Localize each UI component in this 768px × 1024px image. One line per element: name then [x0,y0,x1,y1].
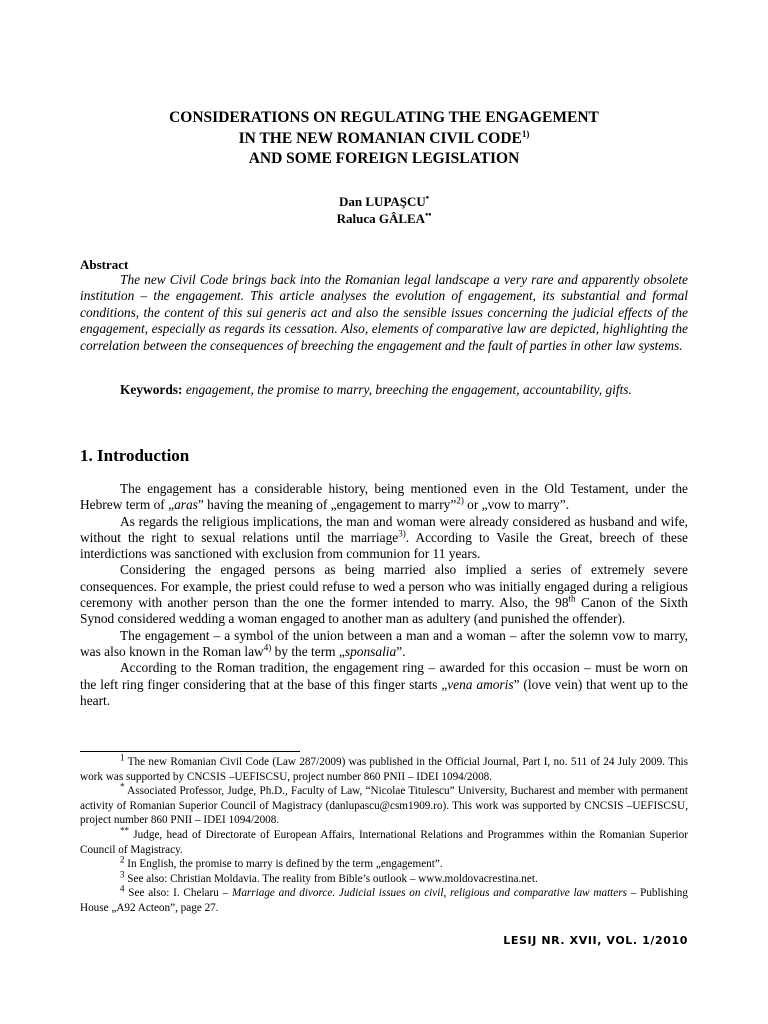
keywords-label: Keywords: [120,382,183,397]
abstract-text: The new Civil Code brings back into the Romanian legal landscape a very rare and apparently obsolete institution – the engagement. This article analyses the evolution of engagement, its substantial and formal conditions, the content of this sui generis act and also the sensible issues concerning the judicial effects of the engagement, especially as regards its cessation. Also, elements of comparative law are depicted, highlighting the correlation between the consequences of breeching the engagement and the fault of parties in other law systems. [80,272,688,353]
footnote [80,869,688,887]
footnote-book-title: Marriage and divorce. Judicial issues on civil, religious and comparative law matters [232,887,627,900]
title-footnote-ref: 1) [521,128,530,139]
author-1 [80,193,688,210]
footnotes [80,752,688,916]
footnote-mark: ** [120,825,129,836]
p1-text-d: or „vow to marry”. [463,497,570,513]
footnote-text: See also: I. Chelaru – [124,887,232,900]
footnote-divider [80,751,300,752]
authors [80,193,688,227]
p3-text-b: Canon of the Sixth Synod considered wedding a woman engaged to another man as adultery (and punished the offender). [80,595,688,627]
p4-text-b: by the term „ [271,643,345,659]
paragraph [80,660,688,709]
footnote-text: Associated Professor, Judge, Ph.D., Faculty of Law, “Nicolae Titulescu” University, Bucharest and member with permanent activity of Romanian Superior Council of Magistracy (danlupascu@csm1909.ro). This work was supported by CNCSIS –UEFISCSU, project number 860 PNII – IDEI 1094/2008. [80,785,688,827]
footnote [80,752,688,784]
p1-text-a: The engagement has a considerable history, being mentioned even in the Old Testament, under the Hebrew term of „ [80,481,688,513]
title-line-3: AND SOME FOREIGN LEGISLATION [248,150,520,167]
paper-page [80,0,688,1024]
p2-text-b: . According to Vasile the Great, breech of these interdictions was sanctioned with exclusion from communion for 11 years. [80,529,688,562]
p2-footnote-ref: 3) [398,528,406,539]
footnote-text: See also: Christian Moldavia. The reality from Bible’s outlook – www.moldovacrestina.net. [124,872,538,885]
footnote [80,883,688,915]
footnote [80,854,688,872]
p5-text-c: ” (love vein) that went up to the heart. [80,676,688,708]
author-2 [80,210,688,227]
p4-text-d: ”. [396,643,406,659]
footnote [80,825,688,857]
footnote-text: – Publishing House „A92 Acteon”, page 27. [80,887,688,914]
p1-term: aras [174,497,198,513]
p4-term: sponsalia [344,643,397,659]
paragraph [80,514,688,563]
title-line-2-text: IN THE NEW ROMANIAN CIVIL CODE [238,129,522,147]
footnote-mark: 2 [120,854,125,865]
footnote-mark: * [120,781,125,792]
body-text [80,481,688,709]
p4-footnote-ref: 4) [263,642,272,653]
keywords-text: engagement, the promise to marry, breeching the engagement, accountability, gifts. [185,382,632,397]
author-2-mark: •• [425,209,432,220]
p4-text-a: The engagement – a symbol of the union between a man and a woman – after the solemn vow to marry, was also known in the Roman law [80,627,688,659]
footnote-text: Judge, head of Directorate of European Affairs, International Relations and Programmes within the Romanian Superior Council of Magistracy. [80,828,688,856]
author-2-name: Raluca GÂLEA [336,211,426,226]
footnote-mark: 1 [120,752,125,763]
p5-term: vena amoris [447,676,514,692]
p5-text-a: According to the Roman tradition, the engagement ring – awarded for this occasion – must be worn on the left ring finger considering that at the base of this finger starts „ [80,660,688,692]
title-line-1: CONSIDERATIONS ON REGULATING THE ENGAGEMENT [169,109,599,126]
paragraph [80,481,688,514]
title-line-2 [80,129,688,150]
p3-ordinal: th [568,593,576,604]
keywords [80,382,688,399]
author-1-mark: • [425,192,429,203]
p2-text-a: As regards the religious implications, the man and woman were already considered as husband and wife, without the right to sexual relations until the marriage [80,513,688,545]
paragraph [80,628,688,661]
p1-text-c: ” having the meaning of „engagement to marry” [197,497,457,513]
footnote-text: The new Romanian Civil Code (Law 287/2009) was published in the Official Journal, Part I, no. 511 of 24 July 2009. This work was supported by CNCSIS –UEFISCSU, project number 860 PNII – IDEI 1094/2008. [80,756,688,783]
footnote-mark: 3 [120,869,125,880]
p1-footnote-ref: 2) [456,495,464,506]
footnote-mark: 4 [120,883,125,894]
footnote [80,781,688,828]
author-1-name: Dan LUPAŞCU [339,194,426,209]
paper-title [80,108,688,170]
paragraph [80,562,688,627]
abstract-heading: Abstract [80,257,129,272]
p3-text-a: Considering the engaged persons as being married also implied a series of extremely severe consequences. For example, the priest could refuse to wed a person who was initially engaged during a religious ceremony with another person than the one the former intended to marry. Also, the 98 [80,562,688,611]
journal-footer: LESIJ NR. XVII, VOL. 1/2010 [503,934,688,947]
section-heading: 1. Introduction [80,446,190,465]
footnote-text: In English, the promise to marry is defined by the term „engagement”. [124,858,443,871]
